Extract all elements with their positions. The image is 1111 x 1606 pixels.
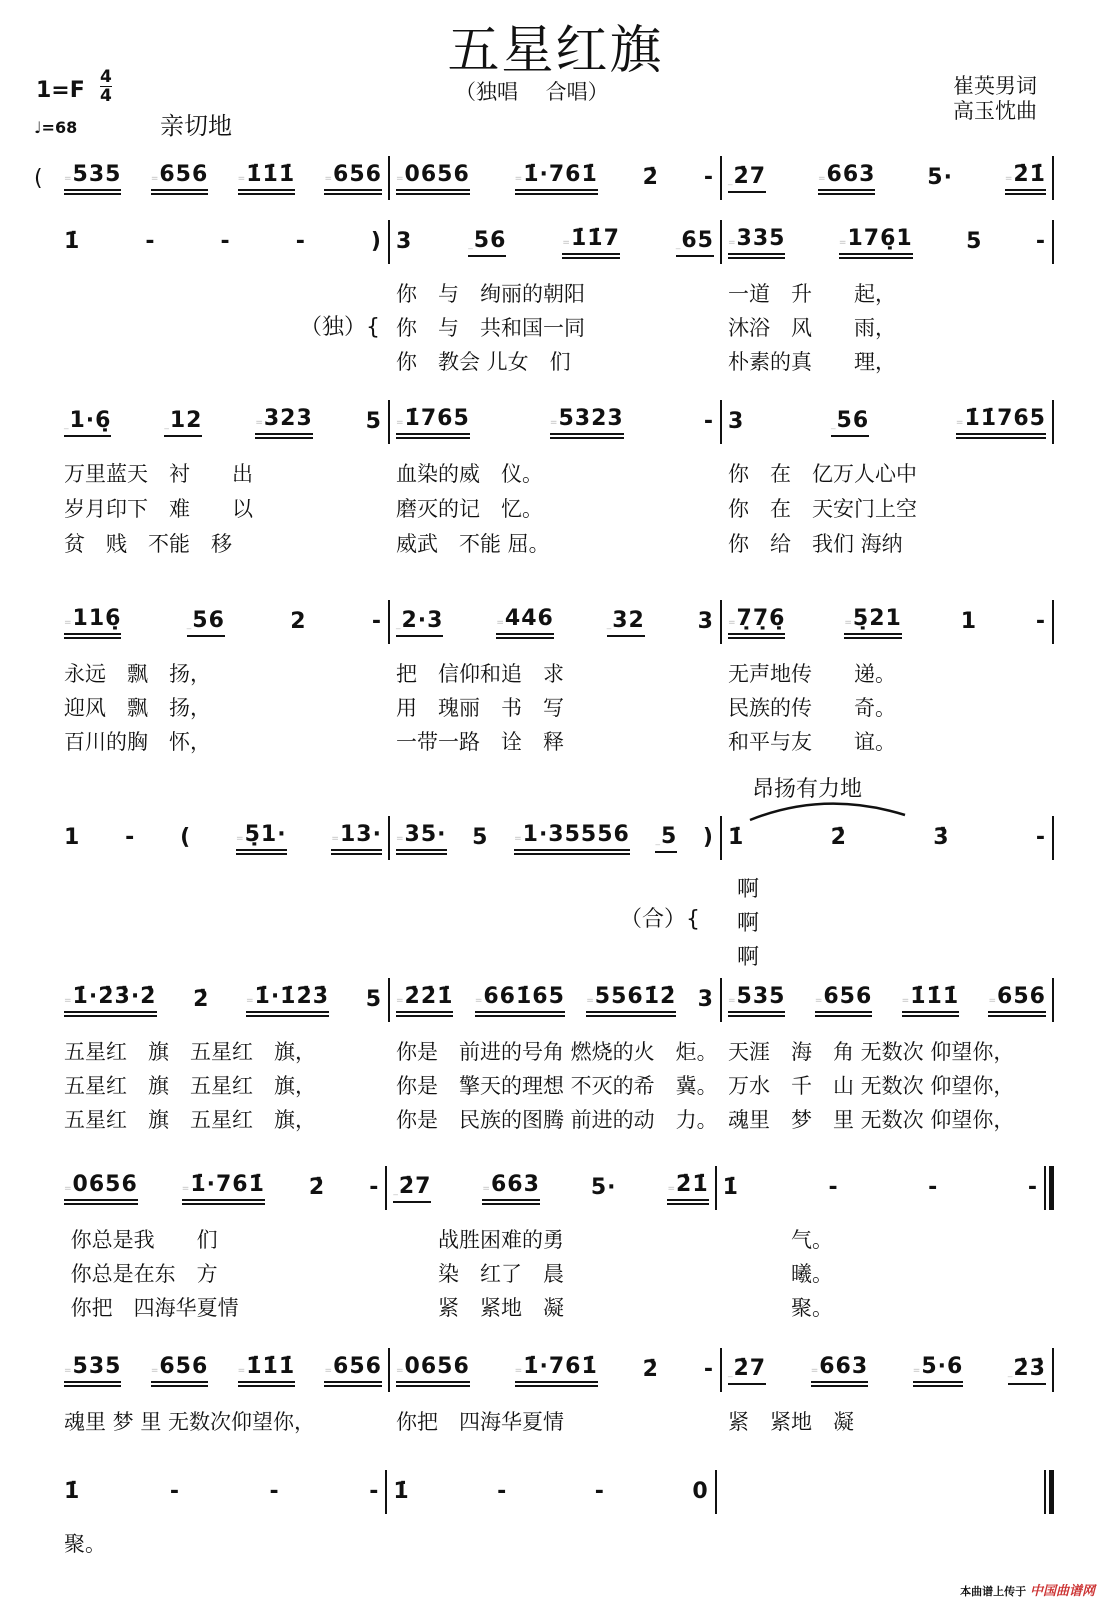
time-signature [100,68,112,105]
note-group: 2̇ [642,164,659,190]
measure [722,980,1052,1020]
lyric-segment: 你 教会 儿女 们 [396,350,571,374]
note-group: =1̇1̇7 [562,226,619,259]
lyric-segment [722,1528,1054,1558]
lyric-lead [34,278,58,308]
note-group: =663 [818,162,875,195]
lyric-segment: 你是 前进的号角 燃烧的火 炬。 [396,1040,718,1064]
note-group: =5·6 [913,1354,964,1387]
lyric-lead [34,1036,58,1066]
note-group: 1 [960,608,977,634]
note-group: _2̇7 [728,164,766,193]
note-group: 5 [472,824,489,850]
note-group: 0 [692,1478,709,1504]
note-group: =1̇·761̇ [515,162,598,195]
note-group: _56 [468,228,506,257]
measure [58,222,388,262]
note-group: - [295,228,306,254]
notation-system [34,1472,1054,1512]
note-group: =0656 [64,1172,138,1205]
note-group: - [369,1174,380,1200]
note-group: - [594,1478,605,1504]
note-group: =535 [64,162,121,195]
note-group: - [703,1356,714,1382]
barline [1052,156,1054,200]
note-group: =335 [728,226,785,259]
note-group: 1̇ [64,228,81,254]
note-group: 2 [290,608,307,634]
note-group: =535 [64,1354,121,1387]
measure [58,1168,385,1208]
note-group: =2̇1̇ [1005,162,1046,195]
lyric-line [34,1224,1054,1254]
note-group: =446 [496,606,553,639]
lyric-segment: 百川的胸 怀， [64,730,211,754]
lyric-line [34,1036,1054,1066]
expression-marking-2: 昂扬有力地 [752,777,863,802]
note-group: 3 [697,986,714,1012]
barline [1052,978,1054,1022]
measure [58,1472,385,1512]
lyric-lead [34,1528,58,1558]
note-group: ) [702,824,714,850]
lyric-segment: 贫 贱 不能 移 [64,532,232,556]
lyric-segment: 你 在 亿万人心中 [728,462,917,486]
meter-bottom: 4 [100,86,112,106]
note-group: _65 [676,228,714,257]
tempo-marking: ♩=68 [34,118,78,137]
repeat-end-barline [1044,1166,1054,1210]
note-group: _5 [655,824,677,853]
measure [390,158,720,198]
lyric-lead [34,1070,58,1100]
lyric-line [34,658,1054,688]
note-group: 1 [64,824,81,850]
lyric-segment: 磨灭的记 忆。 [396,497,543,521]
note-group: =663 [811,1354,868,1387]
measure [390,402,720,442]
lyric-lead [34,528,58,558]
note-group: =1̇·761̇ [182,1172,265,1205]
lyric-segment: 紧 紧地 凝 [396,1296,564,1320]
note-group: - [828,1174,839,1200]
notation-system [34,402,1054,442]
lyric-segment: 聚。 [64,1532,106,1556]
solo-label: （独）{ [300,315,380,340]
expression-marking: 亲切地 [160,112,232,140]
notation-system [34,1350,1054,1390]
measure [722,1350,1052,1390]
lyric-line [34,493,1054,523]
note-group: =1̇·1̇2̇3̇ [246,984,329,1017]
lyric-lead [34,692,58,722]
note-group: =656 [988,984,1045,1017]
note-group: - [928,1174,939,1200]
lyric-segment: 你 给 我们 海纳 [728,532,903,556]
note-group: =176̣1 [839,226,913,259]
credits [953,74,1037,124]
note-group: =0656 [396,162,470,195]
note-group: =656 [151,1354,208,1387]
lyric-line [34,692,1054,722]
notation-system [34,158,1054,198]
note-group: =656 [324,162,381,195]
lyric-lead [34,493,58,523]
note-group: 2̇ [830,824,847,850]
note-group: 1̇ [393,1478,410,1504]
note-group: 2̇ [308,1174,326,1200]
lyric-line [34,1292,1054,1322]
note-group: - [703,408,714,434]
lyric-segment: 五星红 旗 五星红 旗， [64,1108,316,1132]
note-group: 3̇ [933,824,950,850]
measure [390,602,720,642]
lyric-segment: 把 信仰和追 求 [396,662,564,686]
note-group: =116̣ [64,606,121,639]
key-signature: 1=F [36,78,85,103]
note-group: - [1035,608,1046,634]
note-group: =1̇1̇1̇ [238,162,295,195]
note-group: - [371,608,382,634]
note-group: 1̇ [728,824,745,850]
notation-system [34,602,1054,642]
note-group: =5̣21 [844,606,901,639]
note-group: - [145,228,156,254]
lyric-segment: 魂里 梦 里 无数次 仰望你， [728,1108,1015,1132]
measure [722,222,1052,262]
barline [1052,816,1054,860]
note-group: 1̇ [722,1174,739,1200]
lyric-segment: 你总是在东 方 [64,1262,218,1286]
barline [1052,600,1054,644]
note-group: ( [180,824,192,850]
note-group: 5 [365,408,382,434]
note-group: =13· [331,822,382,855]
note-group: - [169,1478,180,1504]
footer [960,1580,1095,1599]
lyric-segment: 民族的传 奇。 [728,696,896,720]
measure [717,1472,1044,1512]
note-group: =1̇·2̇3̇·2̇ [64,984,157,1017]
measure [58,602,388,642]
lyric-segment: 聚。 [728,1296,833,1320]
note-group: 3 [728,408,745,434]
lyric-segment: 永远 飘 扬， [64,662,211,686]
note-group: =2̇2̇1̇ [396,984,453,1017]
note-group: =1̇765 [396,406,470,439]
chorus-label: （合）{ [620,907,700,932]
note-group: 2̇ [193,986,210,1012]
lyric-segment: 和平与友 谊。 [728,730,896,754]
notation-system [34,1168,1054,1208]
lyric-segment: 气。 [728,1228,833,1252]
note-group: 5 [365,986,382,1012]
note-group: =1·35556 [514,822,630,855]
lyric-segment: 威武 不能 屈。 [396,532,550,556]
note-group: - [125,824,136,850]
lyricist: 崔英男词 [953,74,1037,98]
measure [722,402,1052,442]
lyric-segment: 天涯 海 角 无数次 仰望你， [728,1040,1015,1064]
lyric-lead [34,458,58,488]
lyric-segment: 血染的威 仪。 [396,462,543,486]
note-group: =5323 [550,406,624,439]
note-group: - [1035,228,1046,254]
barline [1052,1348,1054,1392]
system-lead: ( [34,165,43,191]
lyric-segment: 你把 四海华夏情 [64,1296,239,1320]
measure [390,1350,720,1390]
lyric-segment: 沐浴 风 雨， [728,316,896,340]
measure [390,222,720,262]
lyric-segment: 一道 升 起， [728,282,896,306]
lyric-line [34,278,1054,308]
measure [722,602,1052,642]
lyric-segment: 曦。 [728,1262,833,1286]
measure [717,1168,1044,1208]
note-group: =0656 [396,1354,470,1387]
lyric-segment: 万里蓝天 衬 出 [64,462,253,486]
note-group: =5561̇2̇ [586,984,676,1017]
lyric-segment: 一带一路 诠 释 [396,730,564,754]
lyric-line [34,1406,1054,1436]
note-group: ) [370,228,382,254]
lyric-segment: 你把 四海华夏情 [396,1410,564,1434]
lyric-line [34,1528,1054,1558]
note-group: 1̇ [64,1478,81,1504]
chorus-word: 啊 [737,945,760,970]
lyric-line [34,726,1054,756]
lyric-lead [34,1224,58,1254]
slur [745,795,915,825]
lyric-segment: 战胜困难的勇 [396,1228,564,1252]
lyric-lead [34,658,58,688]
chorus-word: 啊 [737,911,760,936]
note-group: - [703,164,714,190]
notation-system [34,222,1054,262]
lyric-line [34,1258,1054,1288]
note-group: =1̇1̇765 [956,406,1046,439]
note-group: - [1027,1174,1038,1200]
lyric-lead [34,1406,58,1436]
lyric-segment [390,1528,722,1558]
note-group: - [497,1478,508,1504]
footer-text: 本曲谱上传于 [960,1585,1027,1598]
note-group: 5· [590,1174,617,1200]
lyric-line [34,346,1054,376]
lyric-lead [34,1258,58,1288]
lyric-line [34,458,1054,488]
lyric-lead [34,726,58,756]
note-group: =656 [151,162,208,195]
note-group: =656 [815,984,872,1017]
barline [1052,400,1054,444]
performance-type: （独唱 合唱） [455,80,609,104]
lyric-lead [34,1292,58,1322]
lyric-lead [34,346,58,376]
note-group: _1·6̣ [64,408,111,437]
measure [58,980,388,1020]
note-group: _56 [831,408,869,437]
lyric-line [34,312,1054,342]
note-group: - [1035,824,1046,850]
lyric-segment: 无声地传 递。 [728,662,896,686]
measure [390,818,720,858]
chorus-word: 啊 [737,877,760,902]
measure [58,158,388,198]
note-group: =1̇1̇1̇ [902,984,959,1017]
note-group: =656 [324,1354,381,1387]
note-group: =661̇65 [475,984,565,1017]
lyric-line [34,528,1054,558]
note-group: _2̇7 [393,1174,431,1203]
note-group: _2̇3̇ [1008,1356,1046,1385]
measure [58,1350,388,1390]
measure [722,158,1052,198]
site-logo: 中国曲谱网 [1029,1584,1095,1599]
note-group: 3 [697,608,714,634]
note-group: =1̇·761̇ [515,1354,598,1387]
note-group: - [369,1478,380,1504]
lyric-segment: 你 与 共和国一同 [396,316,585,340]
lyric-segment: 用 瑰丽 书 写 [396,696,564,720]
measure [58,402,388,442]
notation-system [34,980,1054,1020]
note-group: =35· [396,822,447,855]
lyric-line [34,1070,1054,1100]
lyric-segment: 你是 民族的图腾 前进的动 力。 [396,1108,718,1132]
barline [1052,220,1054,264]
note-group: - [269,1478,280,1504]
note-group: =323 [255,406,312,439]
note-group: 5· [927,164,953,190]
final-barline [1044,1470,1054,1514]
note-group: =7̣7̣6̣ [728,606,785,639]
lyric-segment: 迎风 飘 扬， [64,696,211,720]
note-group: =1̇1̇1̇ [238,1354,295,1387]
note-group: - [220,228,231,254]
measure [390,980,720,1020]
meter-top: 4 [100,67,112,87]
note-group: _2·3 [396,608,443,637]
note-group: =5̣1· [236,822,287,855]
lyric-line [34,1104,1054,1134]
lyric-segment [58,346,390,376]
note-group: _12 [164,408,202,437]
note-group: _32 [607,608,645,637]
lyric-segment: 你 在 天安门上空 [728,497,917,521]
lyric-segment: 魂里 梦 里 无数次仰望你， [64,1410,316,1434]
measure [58,818,388,858]
lyric-segment: 万水 千 山 无数次 仰望你， [728,1074,1015,1098]
lyric-segment: 朴素的真 理， [728,350,896,374]
lyric-segment: 五星红 旗 五星红 旗， [64,1074,316,1098]
lyric-segment: 紧 紧地 凝 [728,1410,854,1434]
measure [387,1472,714,1512]
note-group: _2̇7 [728,1356,766,1385]
lyric-segment: 你总是我 们 [64,1228,218,1252]
measure [387,1168,714,1208]
lyric-segment: 染 红了 晨 [396,1262,564,1286]
lyric-segment: 岁月印下 难 以 [64,497,253,521]
song-title: 五星红旗 [447,21,664,81]
lyric-segment: 五星红 旗 五星红 旗， [64,1040,316,1064]
note-group: 3 [396,228,413,254]
note-group: 2̇ [642,1356,659,1382]
lyric-segment: 你是 擎天的理想 不灭的希 冀。 [396,1074,718,1098]
lyric-segment: 你 与 绚丽的朝阳 [396,282,585,306]
lyric-lead [34,312,58,342]
lyric-lead [34,1104,58,1134]
note-group: =2̇1̇ [667,1172,708,1205]
composer: 高玉忱曲 [953,99,1037,123]
note-group: 5 [966,228,983,254]
note-group: =535 [728,984,785,1017]
lyric-segment [58,278,390,308]
note-group: =663 [482,1172,539,1205]
note-group: _56 [187,608,225,637]
